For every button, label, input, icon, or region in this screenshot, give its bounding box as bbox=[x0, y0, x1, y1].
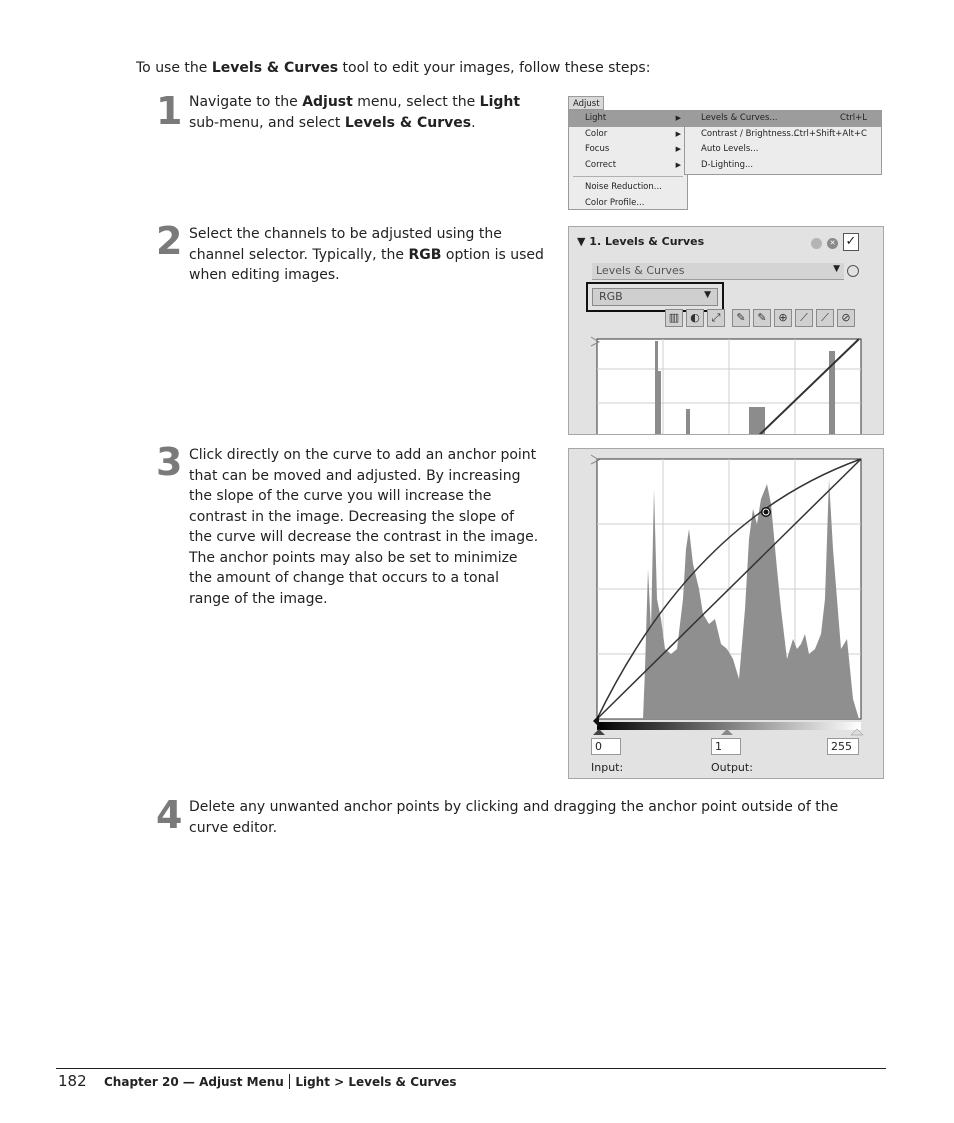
menu-item-correct[interactable]: Correct ▶ bbox=[569, 158, 687, 174]
adjust-menu-screenshot bbox=[568, 96, 882, 212]
menu-item-noise-reduction[interactable]: Noise Reduction... bbox=[585, 182, 662, 192]
linear-curve-icon[interactable]: ⟋ bbox=[795, 309, 813, 327]
shortcut: Ctrl+Shift+Alt+C bbox=[793, 128, 867, 139]
submenu-item-levels-curves[interactable]: Levels & Curves... Ctrl+L bbox=[685, 111, 881, 127]
menu-separator bbox=[573, 176, 683, 177]
adjust-menu-list bbox=[568, 110, 688, 210]
menu-item-color[interactable]: Color ▶ bbox=[569, 127, 687, 143]
gamma-field[interactable]: 1 bbox=[711, 738, 741, 755]
white-point-eyedropper-icon[interactable]: ✎ bbox=[753, 309, 771, 327]
step-3-text: Click directly on the curve to add an anchor point that can be moved and adjusted. By increasing the slope of the curve you will increase the contrast in the image. Decreasing the slope of the curve will decrease the contrast in the image. The anchor points may also be set to minimize the amount of change that occurs to a tonal range of the image. bbox=[189, 447, 539, 607]
step-1-text: Navigate to the Adjust menu, select the Light sub-menu, and select Levels & Curves. bbox=[189, 94, 521, 131]
levels-curves-panel-screenshot bbox=[568, 226, 884, 435]
dropdown-arrow-icon: ▼ bbox=[833, 264, 840, 274]
crosshair-icon[interactable]: ⊕ bbox=[774, 309, 792, 327]
apply-checkbox[interactable]: ✓ bbox=[843, 233, 859, 251]
contrast-icon[interactable]: ◐ bbox=[686, 309, 704, 327]
tool-dropdown[interactable]: Levels & Curves ▼ bbox=[592, 263, 844, 280]
submenu-arrow-icon: ▶ bbox=[675, 160, 681, 169]
menu-item-light[interactable]: Light ▶ bbox=[569, 111, 687, 127]
refresh-icon[interactable] bbox=[847, 265, 859, 277]
light-submenu bbox=[684, 110, 882, 175]
menu-item-color-profile[interactable]: Color Profile... bbox=[585, 197, 645, 208]
step-3-number: 3 bbox=[156, 440, 183, 484]
footer-running-head: Chapter 20 — Adjust Menu Light > Levels & Curves bbox=[104, 1075, 457, 1089]
cancel-icon[interactable]: ⊘ bbox=[837, 309, 855, 327]
auto-contrast-icon[interactable]: ⤢ bbox=[707, 309, 725, 327]
channel-selector[interactable]: RGB ▼ bbox=[592, 288, 718, 306]
step-1-number: 1 bbox=[156, 89, 183, 133]
dropdown-arrow-icon: ▼ bbox=[704, 290, 711, 300]
footer-separator bbox=[289, 1074, 291, 1089]
step-2-number: 2 bbox=[156, 219, 183, 263]
panel-header bbox=[569, 227, 883, 257]
submenu-arrow-icon: ▶ bbox=[675, 145, 681, 153]
histogram-icon[interactable]: ▥ bbox=[665, 309, 683, 327]
input-white-point-field[interactable]: 255 bbox=[827, 738, 859, 755]
submenu-item-contrast-brightness[interactable]: Contrast / Brightness... Ctrl+Shift+Alt+C bbox=[685, 127, 881, 143]
submenu-item-d-lighting[interactable]: D-Lighting... bbox=[701, 159, 754, 170]
menu-item-focus[interactable]: Focus ▶ bbox=[569, 142, 687, 158]
curve-graph-preview bbox=[569, 331, 884, 435]
submenu-arrow-icon: ▶ bbox=[675, 114, 681, 122]
channel-selector-highlight bbox=[586, 282, 724, 312]
submenu-item-auto-levels[interactable]: Auto Levels... bbox=[701, 144, 759, 154]
reset-curve-icon[interactable]: ⟋ bbox=[816, 309, 834, 327]
close-icon[interactable]: ✕ bbox=[827, 238, 838, 249]
input-black-point-field[interactable]: 0 bbox=[591, 738, 621, 755]
reset-icon[interactable] bbox=[811, 238, 822, 249]
curve-editor-screenshot bbox=[568, 448, 884, 779]
step-4-number: 4 bbox=[156, 793, 183, 837]
page-number: 182 bbox=[58, 1072, 87, 1090]
adjust-menu-title[interactable]: Adjust bbox=[568, 96, 604, 110]
step-4-text: Delete any unwanted anchor points by clicking and dragging the anchor point outside of the curve editor. bbox=[189, 799, 839, 836]
output-label: Output: bbox=[711, 761, 753, 774]
footer-divider bbox=[56, 1068, 886, 1069]
panel-title: ▼ 1. Levels & Curves bbox=[577, 235, 705, 248]
intro-text: To use the Levels & Curves tool to edit your images, follow these steps: bbox=[136, 60, 651, 76]
black-point-eyedropper-icon[interactable]: ✎ bbox=[732, 309, 750, 327]
input-label: Input: bbox=[591, 761, 624, 774]
curve-graph bbox=[569, 449, 884, 739]
submenu-arrow-icon: ▶ bbox=[675, 129, 681, 138]
step-2-text: Select the channels to be adjusted using the channel selector. Typically, the RGB option is used when editing images. bbox=[189, 226, 544, 283]
shortcut: Ctrl+L bbox=[840, 113, 867, 123]
